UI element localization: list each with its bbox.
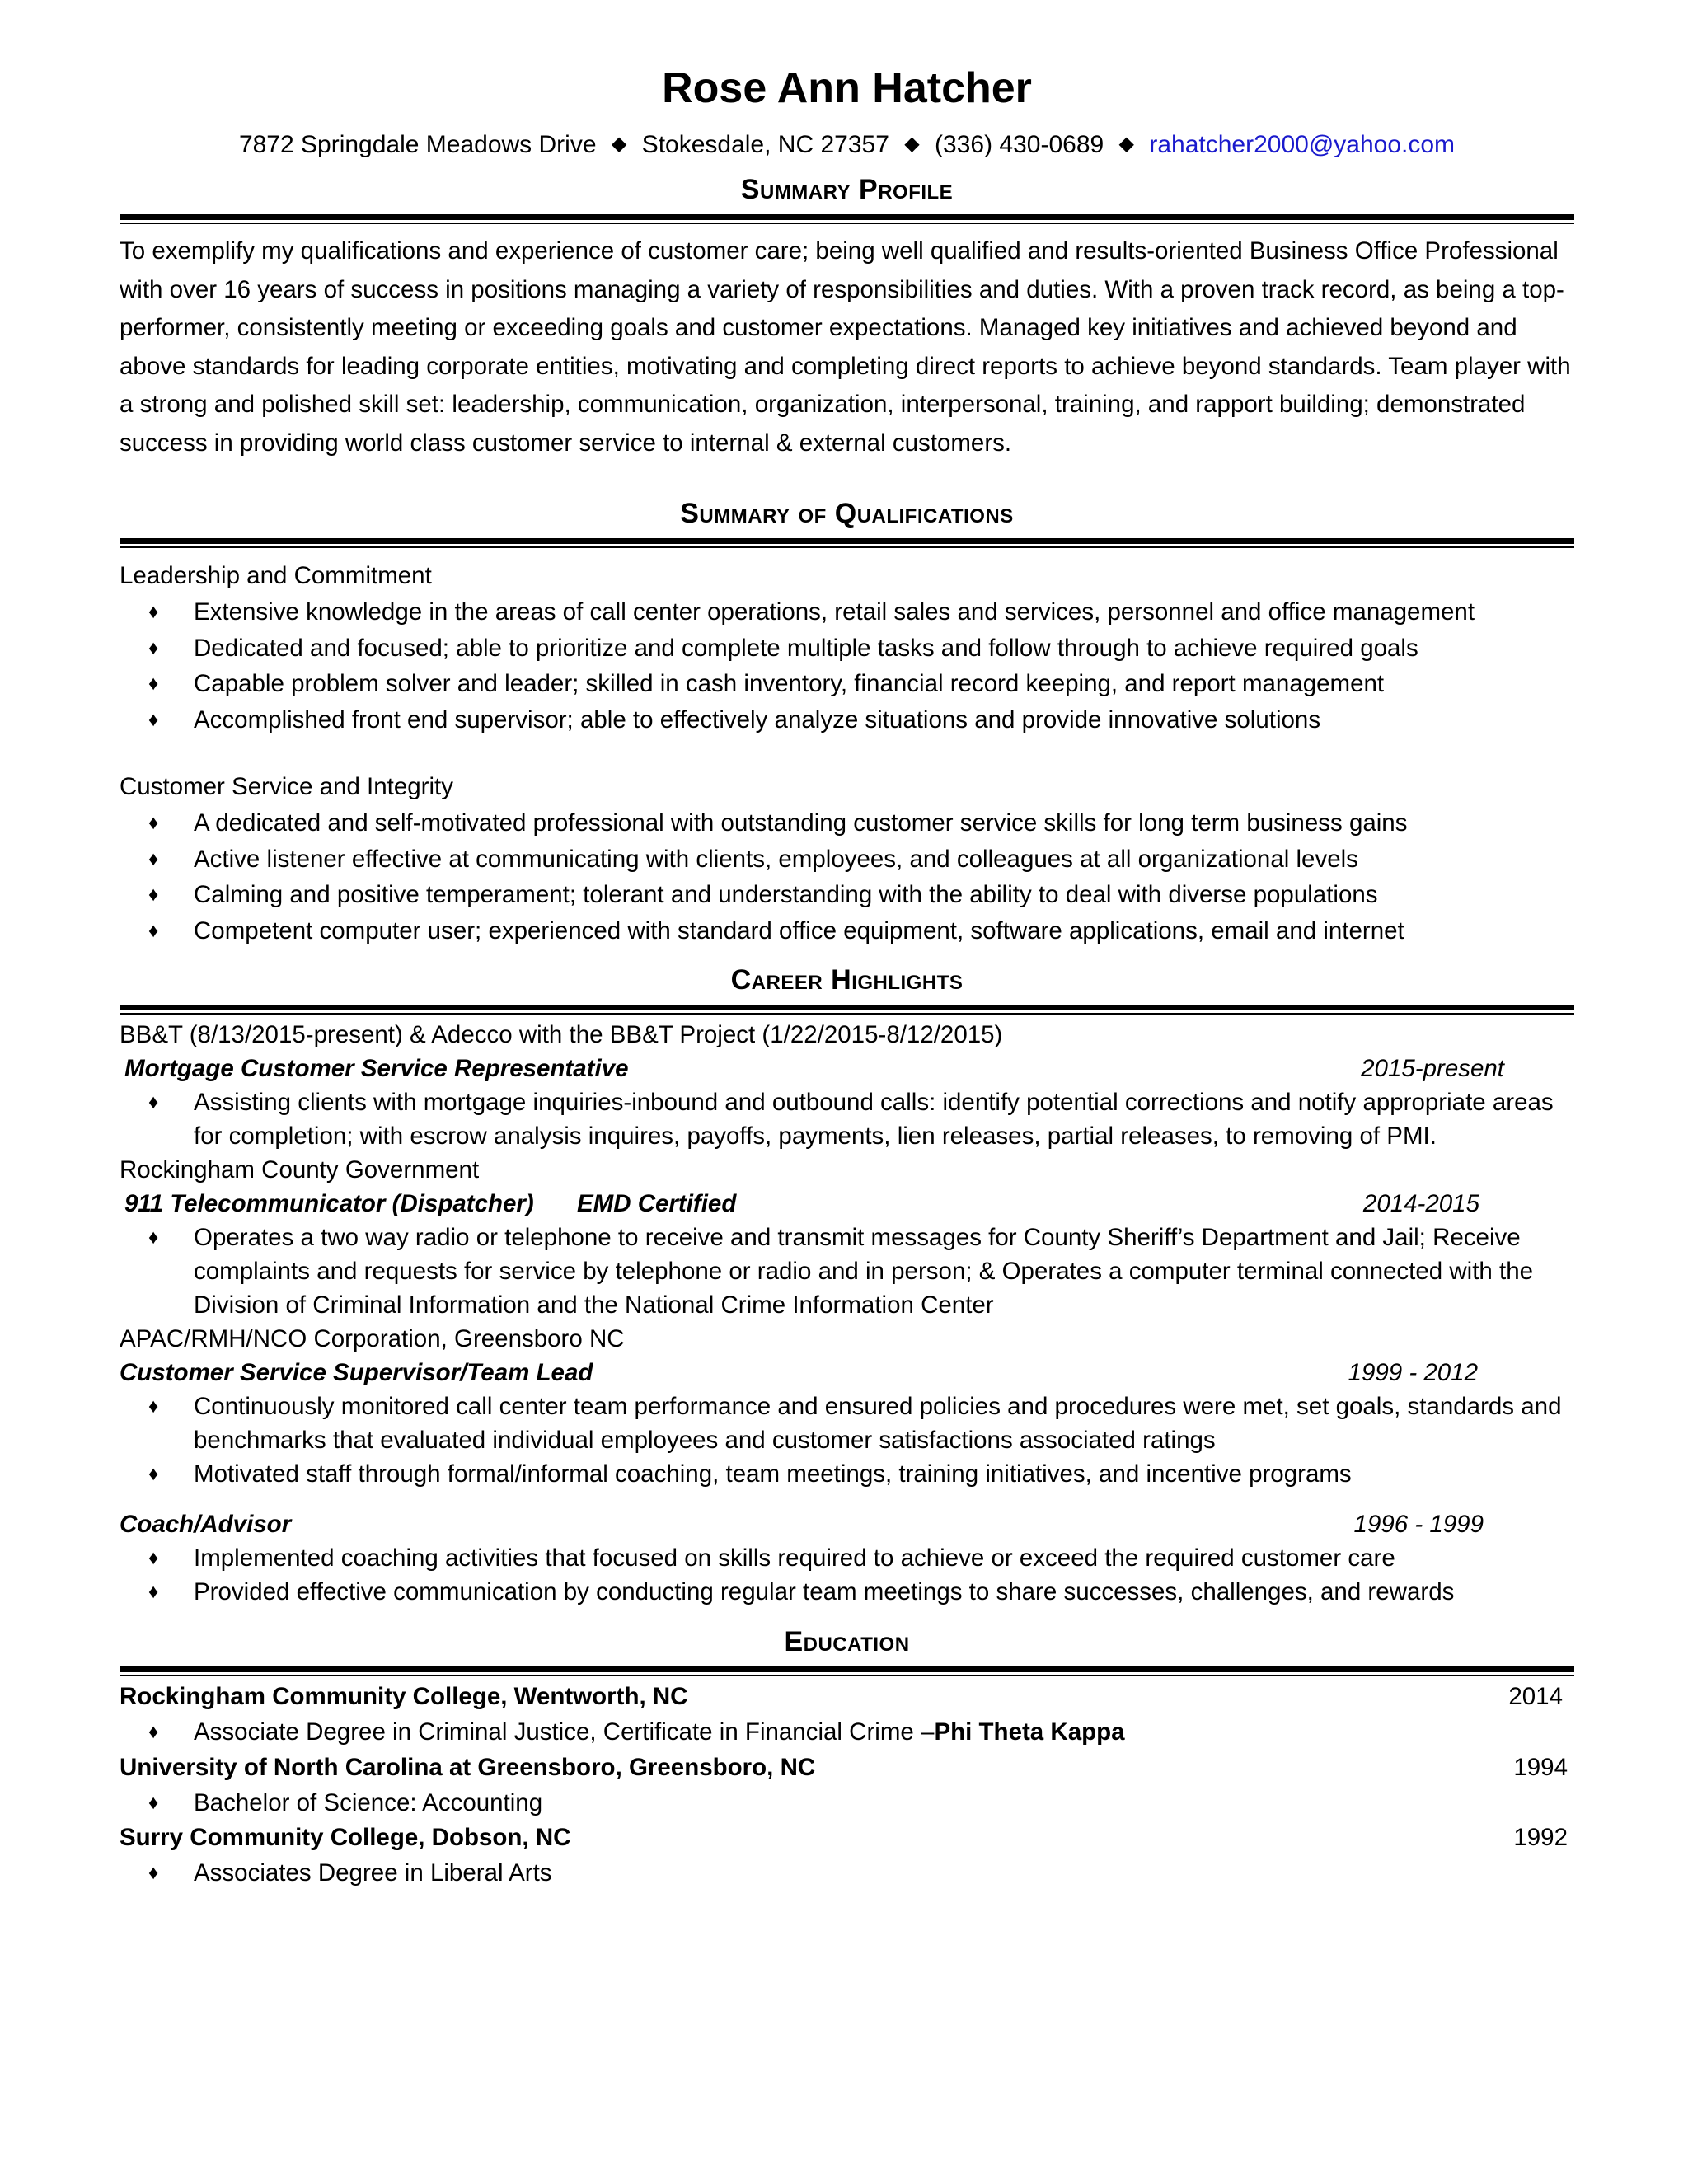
graduation-year: 2014	[1508, 1683, 1563, 1710]
list-item: ♦ Capable problem solver and leader; skilled in cash inventory, financial record keeping, and report management	[120, 666, 1574, 702]
section-divider	[120, 538, 1574, 544]
qualifications-heading: Summary of Qualifications	[680, 498, 1014, 529]
list-item: ♦ Continuously monitored call center team performance and ensured policies and procedures were met, set goals, standards and benchmarks that evaluated individual employees and customer satisfactions associated ratings	[120, 1390, 1574, 1457]
section-divider	[120, 1005, 1574, 1010]
email-link[interactable]: rahatcher2000@yahoo.com	[1149, 131, 1456, 158]
bullet-diamond-icon: ♦	[148, 1791, 159, 1814]
bullet-diamond-icon: ♦	[148, 601, 159, 623]
career-highlights-heading: Career Highlights	[730, 964, 964, 996]
bullet-diamond-icon: ♦	[148, 708, 159, 731]
qualification-group-label: Leadership and Commitment	[120, 562, 432, 589]
school-name: University of North Carolina at Greensboro, Greensboro, NC	[120, 1753, 816, 1781]
job-dates: 2015-present	[1361, 1055, 1504, 1082]
list-item: ♦ Operates a two way radio or telephone to receive and transmit messages for County Sheriff’s Department and Jail; Receive complaints and requests for service by telephone or radio and in person; & Operates a computer terminal connected with the Division of Criminal Information and the National Crime Information Center	[120, 1221, 1574, 1322]
section-divider-thin	[120, 1013, 1574, 1015]
separator-diamond-icon: ◆	[904, 133, 920, 155]
list-item: ♦ Calming and positive temperament; tolerant and understanding with the ability to deal with diverse populations	[120, 877, 1574, 913]
separator-diamond-icon: ◆	[1118, 133, 1135, 155]
bullet-diamond-icon: ♦	[148, 673, 159, 695]
separator-diamond-icon: ◆	[611, 133, 627, 155]
summary-text: To exemplify my qualifications and experience of customer care; being well qualified and results-oriented Business Office Professional with over 16 years of success in positions managing a variety of responsibilities and duties. With a proven track record, as being a top-performer, consistently meeting or exceeding goals and customer expectations. Managed key initiatives and achieved beyond and above standards for leading corporate entities, motivating and completing direct reports to achieve beyond standards. Team player with a strong and polished skill set: leadership, communication, organization, interpersonal, training, and rapport building; demonstrated success in providing world class customer service to internal & external customers.	[120, 237, 1571, 457]
certification: EMD Certified	[576, 1190, 737, 1217]
section-divider-thin	[120, 546, 1574, 548]
job-dates: 1996 - 1999	[1353, 1511, 1484, 1538]
degree-list	[120, 1785, 1574, 1821]
job-duties-list	[120, 1390, 1574, 1491]
job-title-row	[120, 1356, 1574, 1390]
list-item: ♦ Motivated staff through formal/informal coaching, team meetings, training initiatives, and incentive programs	[120, 1457, 1574, 1491]
bullet-diamond-icon: ♦	[148, 1547, 159, 1569]
employer-name: APAC/RMH/NCO Corporation, Greensboro NC	[120, 1325, 625, 1352]
school-row	[120, 1821, 1574, 1855]
job-title: Customer Service Supervisor/Team Lead	[120, 1359, 593, 1386]
school-name: Rockingham Community College, Wentworth, NC	[120, 1683, 688, 1710]
qualification-list	[120, 594, 1574, 738]
qualification-list	[120, 805, 1574, 949]
graduation-year: 1994	[1513, 1753, 1568, 1781]
list-item: ♦ Competent computer user; experienced with standard office equipment, software applications, email and internet	[120, 913, 1574, 949]
list-item: ♦ Assisting clients with mortgage inquiries-inbound and outbound calls: identify potential corrections and notify appropriate areas for completion; with escrow analysis inquires, payoffs, payments, lien releases, partial releases, to removing of PMI.	[120, 1085, 1574, 1153]
job-duties-list	[120, 1541, 1574, 1609]
section-divider	[120, 1666, 1574, 1672]
employer-name: Rockingham County Government	[120, 1156, 480, 1183]
list-item: ♦ Accomplished front end supervisor; able to effectively analyze situations and provide innovative solutions	[120, 702, 1574, 738]
list-item: ♦ Extensive knowledge in the areas of call center operations, retail sales and services, personnel and office management	[120, 594, 1574, 630]
bullet-diamond-icon: ♦	[148, 1463, 159, 1485]
candidate-name: Rose Ann Hatcher	[662, 64, 1032, 112]
bullet-diamond-icon: ♦	[148, 1226, 159, 1249]
section-divider-thin	[120, 223, 1574, 224]
employer-name: BB&T (8/13/2015-present) & Adecco with the BB&T Project (1/22/2015-8/12/2015)	[120, 1021, 1003, 1048]
list-item: ♦ Bachelor of Science: Accounting	[120, 1785, 1574, 1821]
bullet-diamond-icon: ♦	[148, 1721, 159, 1743]
job-duties-list	[120, 1085, 1574, 1153]
list-item: ♦ Dedicated and focused; able to prioritize and complete multiple tasks and follow through to achieve required goals	[120, 630, 1574, 667]
section-divider-thin	[120, 1675, 1574, 1676]
job-dates: 2014-2015	[1362, 1190, 1479, 1217]
education-heading: Education	[784, 1626, 910, 1657]
qualification-group-label: Customer Service and Integrity	[120, 773, 453, 800]
degree-list	[120, 1714, 1574, 1750]
school-name: Surry Community College, Dobson, NC	[120, 1824, 571, 1851]
school-row	[120, 1680, 1574, 1714]
section-divider	[120, 214, 1574, 220]
school-row	[120, 1750, 1574, 1785]
job-duties-list	[120, 1221, 1574, 1322]
phone-number: (336) 430-0689	[935, 131, 1104, 158]
job-title: Coach/Advisor	[120, 1511, 292, 1538]
bullet-diamond-icon: ♦	[148, 1862, 159, 1884]
list-item: ♦ Provided effective communication by conducting regular team meetings to share successes, challenges, and rewards	[120, 1575, 1574, 1609]
job-title: 911 Telecommunicator (Dispatcher)	[124, 1190, 534, 1217]
list-item: ♦ Associate Degree in Criminal Justice, Certificate in Financial Crime –Phi Theta Kappa	[120, 1714, 1574, 1750]
job-title-row	[120, 1187, 1574, 1221]
graduation-year: 1992	[1513, 1824, 1568, 1851]
list-item: ♦ Implemented coaching activities that focused on skills required to achieve or exceed the required customer care	[120, 1541, 1574, 1575]
bullet-diamond-icon: ♦	[148, 812, 159, 834]
bullet-diamond-icon: ♦	[148, 636, 159, 659]
bullet-diamond-icon: ♦	[148, 883, 159, 906]
bullet-diamond-icon: ♦	[148, 1395, 159, 1418]
bullet-diamond-icon: ♦	[148, 847, 159, 870]
list-item: ♦ A dedicated and self-motivated professional with outstanding customer service skills for long term business gains	[120, 805, 1574, 841]
summary-profile-heading: Summary Profile	[740, 174, 954, 205]
degree-list	[120, 1855, 1574, 1891]
bullet-diamond-icon: ♦	[148, 1091, 159, 1113]
job-dates: 1999 - 2012	[1348, 1359, 1478, 1386]
contact-line	[120, 127, 1574, 165]
job-title: Mortgage Customer Service Representative	[124, 1055, 629, 1082]
bullet-diamond-icon: ♦	[148, 1581, 159, 1603]
honor-society: Phi Theta Kappa	[934, 1718, 1125, 1746]
job-title-row	[120, 1507, 1574, 1541]
city-state-zip: Stokesdale, NC 27357	[641, 131, 889, 158]
bullet-diamond-icon: ♦	[148, 919, 159, 942]
resume-page	[120, 59, 1574, 1891]
job-title-row	[120, 1052, 1574, 1085]
address: 7872 Springdale Meadows Drive	[238, 131, 597, 158]
list-item: ♦ Active listener effective at communicating with clients, employees, and colleagues at all organizational levels	[120, 841, 1574, 878]
list-item: ♦ Associates Degree in Liberal Arts	[120, 1855, 1574, 1891]
